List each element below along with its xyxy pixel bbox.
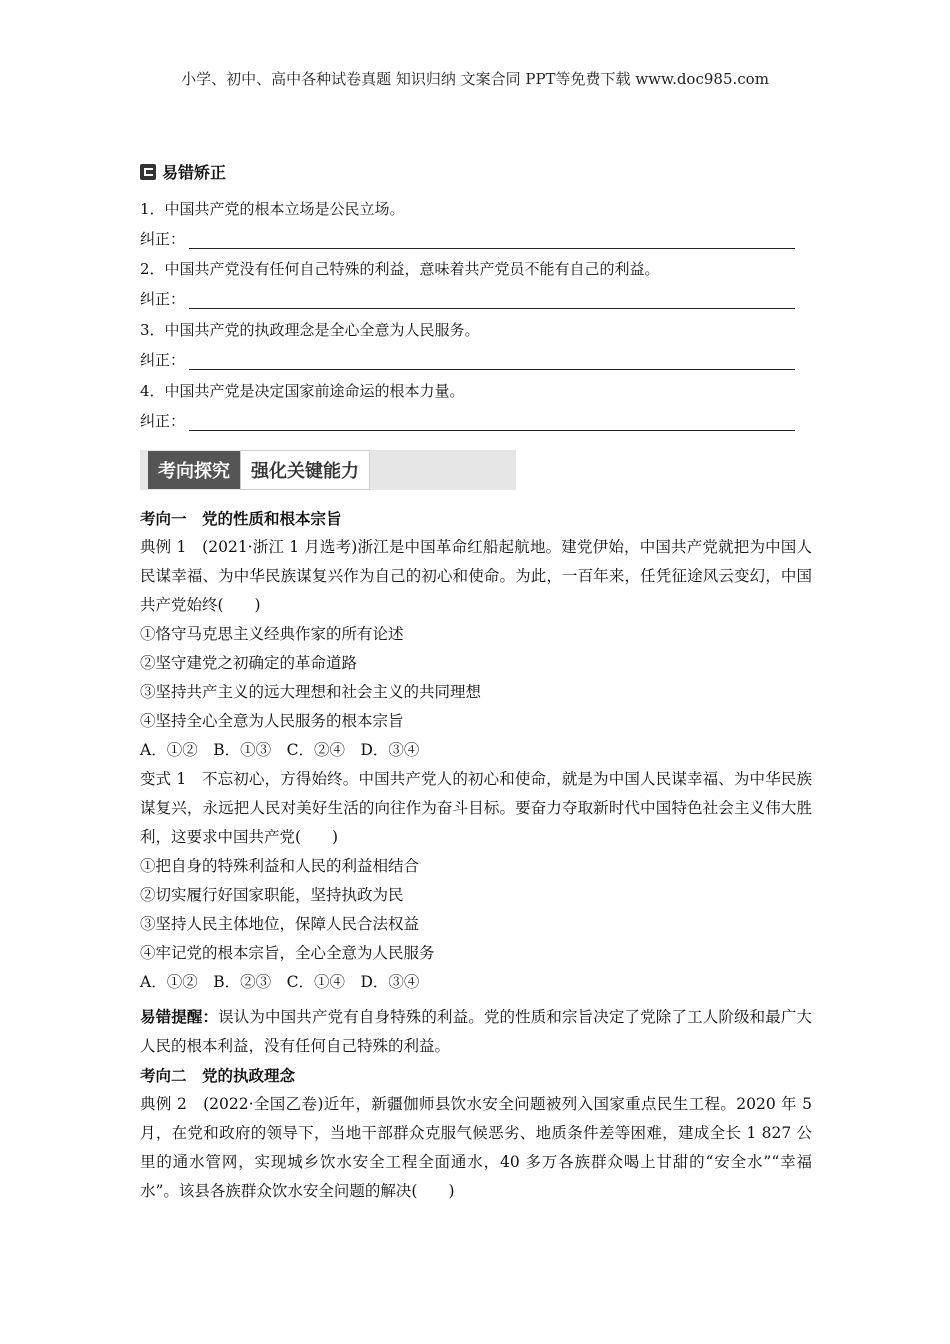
variant-1-option-1: ①把自身的特殊利益和人民的利益相结合 bbox=[140, 857, 420, 875]
answer-blank[interactable] bbox=[189, 355, 795, 370]
correction-line-4 bbox=[140, 410, 795, 431]
error-tip-text: 误认为中国共产党有自身特殊的利益。党的性质和宗旨决定了党除了工人阶级和最广大人民的根本利益，没有任何自己特殊的利益。 bbox=[140, 1008, 812, 1055]
answer-blank[interactable] bbox=[189, 234, 795, 249]
example-1-choices: A．①② B．①③ C．②④ D．③④ bbox=[140, 741, 420, 759]
variant-1-option-3: ③坚持人民主体地位，保障人民合法权益 bbox=[140, 915, 420, 933]
correction-line-3 bbox=[140, 349, 795, 370]
example-1-option-1: ①恪守马克思主义经典作家的所有论述 bbox=[140, 625, 404, 643]
error-tip-label: 易错提醒： bbox=[140, 1007, 219, 1026]
answer-blank[interactable] bbox=[189, 294, 795, 309]
correction-label: 纠正： bbox=[140, 290, 186, 308]
variant-1-choices: A．①② B．②③ C．①④ D．③④ bbox=[140, 973, 420, 991]
page-header: 小学、初中、高中各种试卷真题 知识归纳 文案合同 PPT等免费下载 www.doc985.com bbox=[181, 70, 769, 88]
example-1-option-4: ④坚持全心全意为人民服务的根本宗旨 bbox=[140, 712, 404, 730]
banner-dark-label: 考向探究 bbox=[148, 451, 240, 489]
answer-blank[interactable] bbox=[189, 416, 795, 431]
section-heading bbox=[140, 160, 226, 183]
variant-1-option-2: ②切实履行好国家职能，坚持执政为民 bbox=[140, 886, 404, 904]
example-2-text: 典例 2 (2022·全国乙卷)近年，新疆伽师县饮水安全问题被列入国家重点民生工程。2020 年 5 月，在党和政府的领导下，当地干部群众克服气候恶劣、地质条件差等困难，建成全长 1 827 公里的通水管网，实现城乡饮水安全工程全面通水，40 多万各族群众喝上甘甜的“安全水”“幸福水”。该县各族群众饮水安全问题的解决( ) bbox=[140, 1095, 812, 1200]
correction-label: 纠正： bbox=[140, 351, 186, 369]
correction-label: 纠正： bbox=[140, 412, 186, 430]
error-item-3: 3．中国共产党的执政理念是全心全意为人民服务。 bbox=[140, 321, 480, 339]
section-icon bbox=[140, 164, 156, 180]
error-item-2: 2．中国共产党没有任何自己特殊的利益，意味着共产党员不能有自己的利益。 bbox=[140, 260, 660, 278]
example-1-option-2: ②坚守建党之初确定的革命道路 bbox=[140, 654, 358, 672]
example-1-option-3: ③坚持共产主义的远大理想和社会主义的共同理想 bbox=[140, 683, 482, 701]
correction-label: 纠正： bbox=[140, 230, 186, 248]
correction-line-1 bbox=[140, 228, 795, 249]
variant-1-option-4: ④牢记党的根本宗旨，全心全意为人民服务 bbox=[140, 944, 435, 962]
example-1-text: 典例 1 (2021·浙江 1 月选考)浙江是中国革命红船起航地。建党伊始，中国共产党就把为中国人民谋幸福、为中华民族谋复兴作为自己的初心和使命。为此，一百年来，任凭征途风云变幻，中国共产党始终( ) bbox=[140, 538, 812, 614]
correction-line-2 bbox=[140, 288, 795, 309]
error-item-4: 4．中国共产党是决定国家前途命运的根本力量。 bbox=[140, 382, 465, 400]
error-tip bbox=[140, 1002, 812, 1061]
section-banner bbox=[140, 450, 516, 490]
topic-heading-2: 考向二 党的执政理念 bbox=[140, 1066, 296, 1085]
section-title: 易错矫正 bbox=[162, 163, 227, 182]
variant-1-text: 变式 1 不忘初心，方得始终。中国共产党人的初心和使命，就是为中国人民谋幸福、为中华民族谋复兴，永远把人民对美好生活的向往作为奋斗目标。要奋力夺取新时代中国特色社会主义伟大胜利，这要求中国共产党( ) bbox=[140, 770, 812, 846]
topic-heading-1: 考向一 党的性质和根本宗旨 bbox=[140, 509, 342, 528]
error-item-1: 1．中国共产党的根本立场是公民立场。 bbox=[140, 200, 405, 218]
banner-light-label: 强化关键能力 bbox=[240, 450, 370, 490]
